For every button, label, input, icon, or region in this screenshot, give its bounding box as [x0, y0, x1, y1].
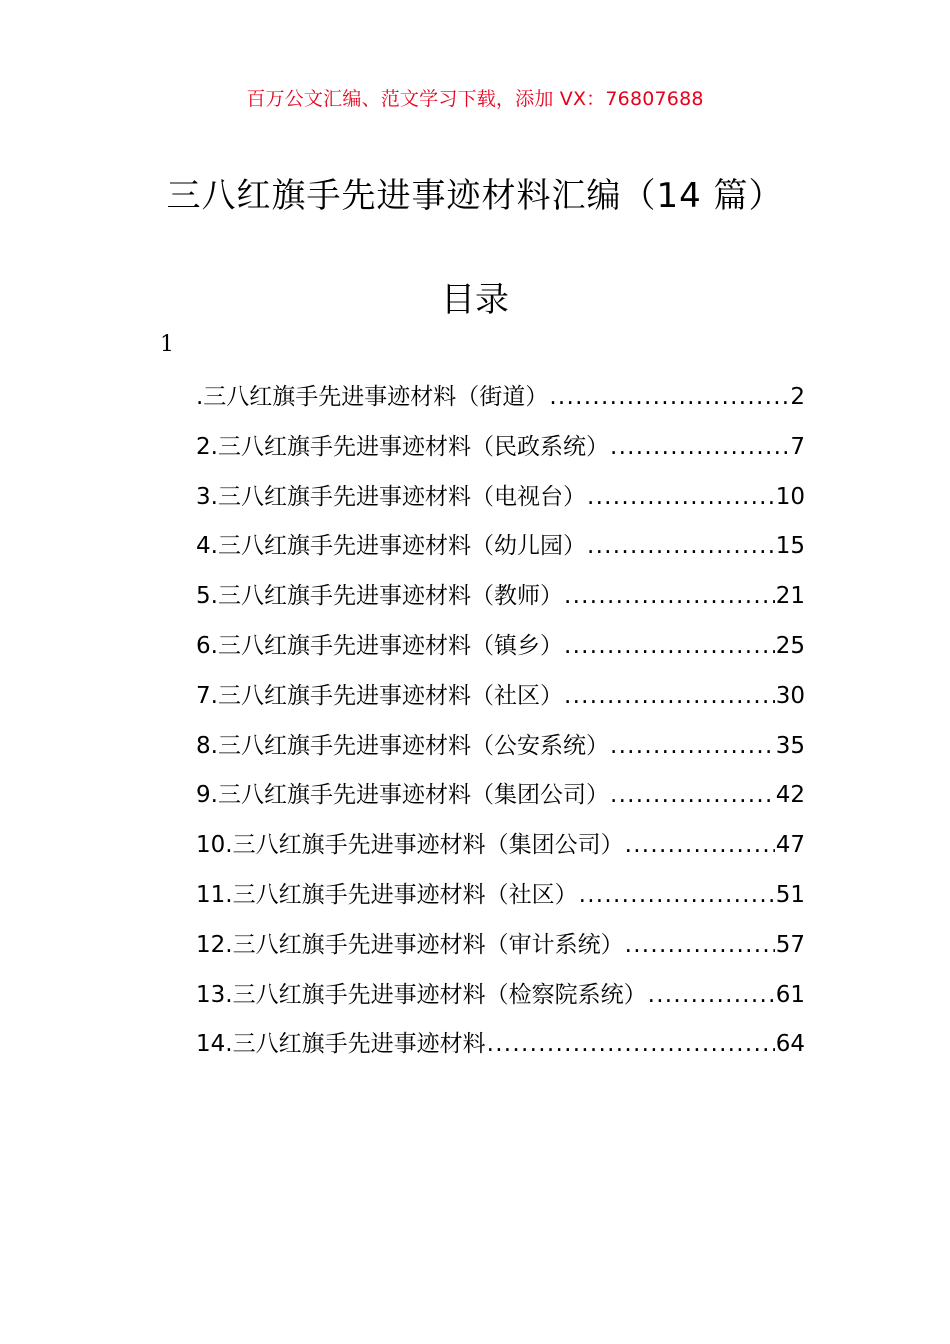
- toc-entry-page: 7: [790, 433, 805, 460]
- toc-leader-dots: [648, 982, 775, 1008]
- toc-entry-label: 2.三八红旗手先进事迹材料（民政系统）: [196, 433, 609, 460]
- toc-entry[interactable]: [196, 677, 805, 727]
- toc-entry[interactable]: [196, 826, 805, 876]
- toc-entry-page: 25: [775, 632, 805, 659]
- toc-entry[interactable]: [196, 527, 805, 577]
- toc-entry-label: 3.三八红旗手先进事迹材料（电视台）: [196, 483, 586, 510]
- toc-heading: 目录: [441, 280, 509, 320]
- toc-entry[interactable]: [196, 776, 805, 826]
- document-title: 三八红旗手先进事迹材料汇编（14 篇）: [166, 176, 784, 216]
- toc-leader-dots: [610, 782, 775, 808]
- toc-entry-page: 35: [775, 732, 805, 759]
- toc-entry-label: 11.三八红旗手先进事迹材料（社区）: [196, 881, 578, 908]
- toc-leader-dots: [610, 434, 789, 460]
- page-marker: 1: [160, 332, 174, 357]
- toc-leader-dots: [625, 832, 775, 858]
- toc-entry-label: 5.三八红旗手先进事迹材料（教师）: [196, 583, 563, 610]
- toc-entry-label: 9.三八红旗手先进事迹材料（集团公司）: [196, 782, 609, 809]
- toc-entry-label: 6.三八红旗手先进事迹材料（镇乡）: [196, 632, 563, 659]
- toc-entry-page: 51: [775, 881, 805, 908]
- toc-entry[interactable]: [196, 478, 805, 528]
- toc-entry[interactable]: [196, 876, 805, 926]
- toc-entry-label: 10.三八红旗手先进事迹材料（集团公司）: [196, 832, 624, 859]
- toc-entry-page: 42: [775, 782, 805, 809]
- toc-entry-label: .三八红旗手先进事迹材料（街道）: [196, 384, 549, 410]
- toc-entry-label: 14.三八红旗手先进事迹材料: [196, 1031, 486, 1058]
- toc-entry[interactable]: [196, 577, 805, 627]
- toc-entry-page: 61: [775, 981, 805, 1008]
- toc-leader-dots: [487, 1031, 775, 1057]
- toc-entry-page: 15: [775, 533, 805, 560]
- toc-entry-page: 47: [775, 832, 805, 859]
- toc-entry-label: 8.三八红旗手先进事迹材料（公安系统）: [196, 732, 609, 759]
- toc-leader-dots: [564, 633, 775, 659]
- toc-entry[interactable]: [196, 378, 805, 428]
- toc-leader-dots: [587, 484, 775, 510]
- toc-entry-page: 30: [775, 682, 805, 709]
- toc-entry-label: 7.三八红旗手先进事迹材料（社区）: [196, 682, 563, 709]
- toc-entry[interactable]: [196, 428, 805, 478]
- toc-entry[interactable]: [196, 926, 805, 976]
- toc-leader-dots: [564, 583, 775, 609]
- toc-entry-label: 4.三八红旗手先进事迹材料（幼儿园）: [196, 533, 586, 560]
- toc-leader-dots: [610, 733, 775, 759]
- table-of-contents: [196, 378, 805, 1075]
- toc-entry-page: 2: [790, 384, 805, 410]
- toc-entry-page: 21: [775, 583, 805, 610]
- toc-entry-label: 13.三八红旗手先进事迹材料（检察院系统）: [196, 981, 647, 1008]
- toc-leader-dots: [587, 533, 775, 559]
- toc-leader-dots: [564, 683, 775, 709]
- header-banner: 百万公文汇编、范文学习下载，添加 VX：76807688: [246, 88, 704, 110]
- toc-entry[interactable]: [196, 1025, 805, 1075]
- toc-entry-page: 57: [775, 931, 805, 958]
- toc-entry-page: 64: [775, 1031, 805, 1058]
- toc-entry[interactable]: [196, 976, 805, 1026]
- toc-entry-page: 10: [775, 483, 805, 510]
- toc-leader-dots: [625, 932, 775, 958]
- toc-entry-label: 12.三八红旗手先进事迹材料（审计系统）: [196, 931, 624, 958]
- toc-entry[interactable]: [196, 727, 805, 777]
- toc-leader-dots: [579, 882, 775, 908]
- toc-entry[interactable]: [196, 627, 805, 677]
- toc-leader-dots: [549, 384, 789, 410]
